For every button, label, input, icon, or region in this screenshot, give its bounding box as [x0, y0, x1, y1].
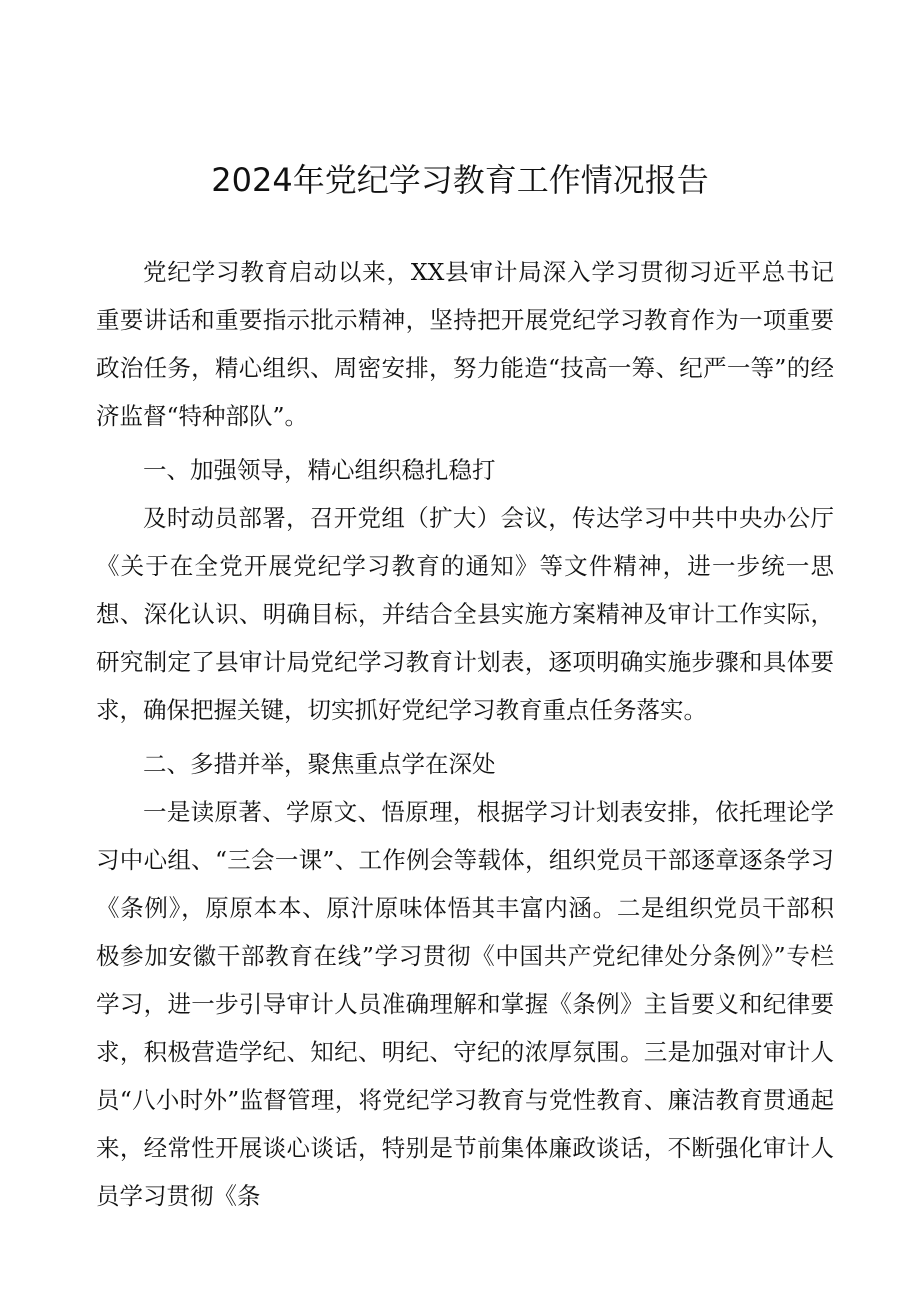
section-heading-1: 一、加强领导，精心组织稳扎稳打 — [143, 456, 496, 484]
section-paragraph-2: 一是读原著、学原文、悟原理，根据学习计划表安排，依托理论学习中心组、“三会一课”、工作例会等载体，组织党员干部逐章逐条学习《条例》，原原本本、原汁原味体悟其丰富内涵。二是组织党员干部积极参加安徽干部教育在线”学习贯彻《中国共产党纪律处分条例》”专栏学习，进一步引导审计人员准确理解和掌握《条例》主旨要义和纪律要求，积极营造学纪、知纪、明纪、守纪的浓厚氛围。三是加强对审计人员“八小时外”监督管理，将党纪学习教育与党性教育、廉洁教育贯通起来，经常性开展谈心谈话，特别是节前集体廉政谈话，不断强化审计人员学习贯彻《条 — [96, 798, 834, 1210]
document-body — [96, 248, 834, 1220]
document-title: 2024年党纪学习教育工作情况报告 — [211, 161, 709, 199]
section-paragraph-1: 及时动员部署，召开党组（扩大）会议，传达学习中共中央办公厅《关于在全党开展党纪学习教育的通知》等文件精神，进一步统一思想、深化认识、明确目标，并结合全县实施方案精神及审计工作实际，研究制定了县审计局党纪学习教育计划表，逐项明确实施步骤和具体要求，确保把握关键，切实抓好党纪学习教育重点任务落实。 — [96, 504, 834, 724]
section-heading-2: 二、多措并举，聚焦重点学在深处 — [143, 750, 496, 778]
intro-paragraph: 党纪学习教育启动以来，XX县审计局深入学习贯彻习近平总书记重要讲话和重要指示批示精神，坚持把开展党纪学习教育作为一项重要政治任务，精心组织、周密安排，努力能造“技高一筹、纪严一等”的经济监督“特种部队”。 — [96, 258, 834, 430]
